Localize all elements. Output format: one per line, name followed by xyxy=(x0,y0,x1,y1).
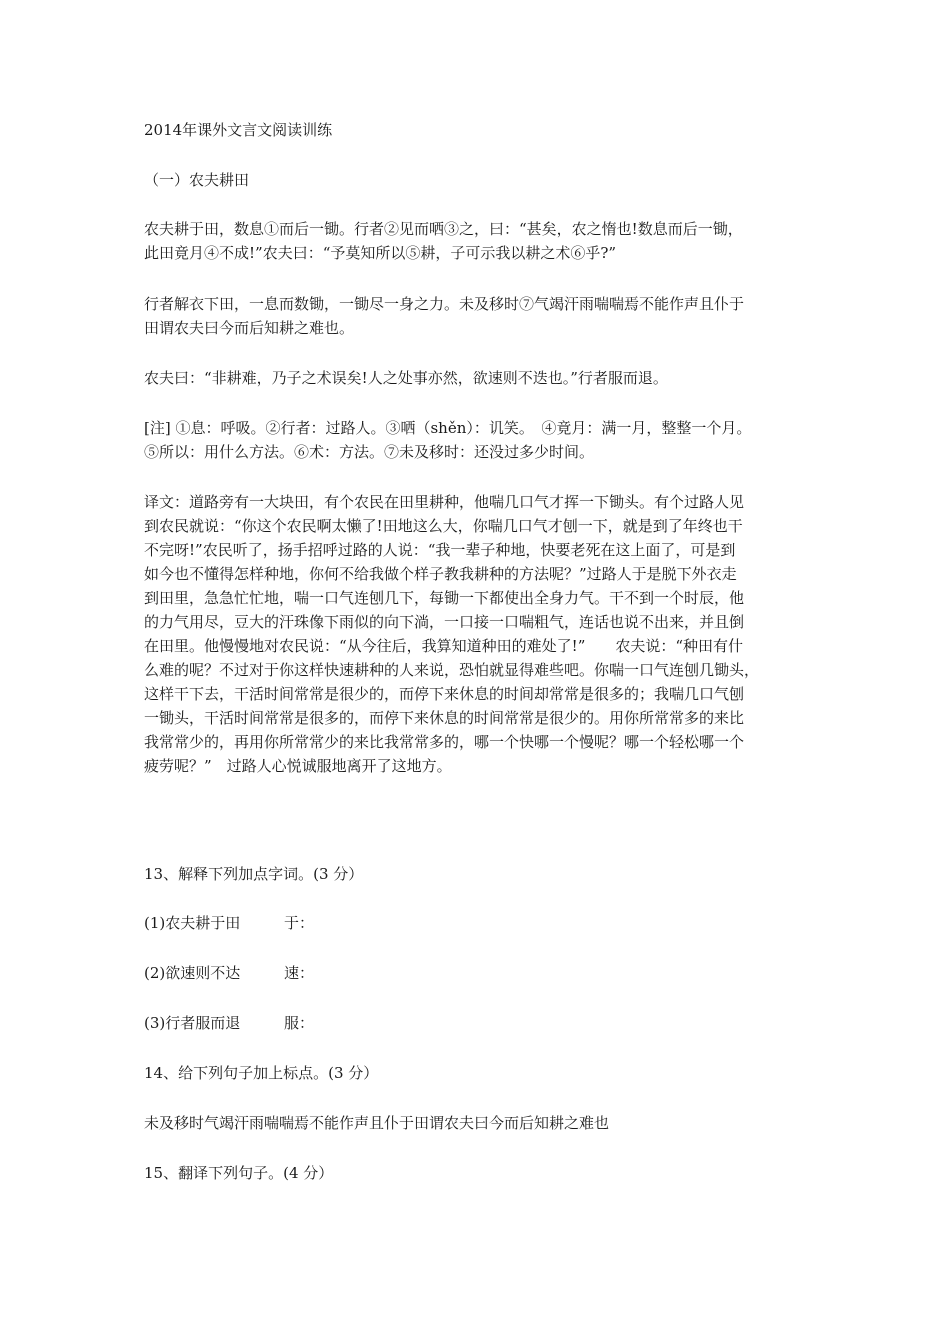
item-word: 服： xyxy=(284,1014,315,1032)
item-word: 于： xyxy=(284,914,315,932)
question-14-heading: 14、给下列句子加上标点。(3 分） xyxy=(144,1064,379,1082)
translation-paragraph xyxy=(144,490,808,778)
translation-line: 疲劳呢？” 过路人心悦诚服地离开了这地方。 xyxy=(144,757,452,775)
notes-line: [注] ①息：呼吸。②行者：过路人。③哂（shěn）：讥笑。 ④竟月：满一月，整整一个月。 xyxy=(144,419,752,437)
translation-line: 到农民就说：“你这个农民啊太懒了!田地这么大，你喘几口气才刨一下，就是到了年终也干 xyxy=(144,517,743,535)
passage-line: 行者解衣下田，一息而数锄，一锄尽一身之力。未及移时⑦气竭汗雨喘喘焉不能作声且仆于 xyxy=(144,295,745,313)
section-title: （一）农夫耕田 xyxy=(144,171,250,189)
question-14-text: 未及移时气竭汗雨喘喘焉不能作声且仆于田谓农夫曰今而后知耕之难也 xyxy=(144,1114,610,1132)
document-title: 2014年课外文言文阅读训练 xyxy=(144,121,333,139)
passage-line: 田谓农夫曰今而后知耕之难也。 xyxy=(144,319,355,337)
question-15-heading: 15、翻译下列句子。(4 分） xyxy=(144,1164,334,1182)
item-word: 速： xyxy=(284,964,315,982)
passage-line: 农夫耕于田，数息①而后一锄。行者②见而哂③之，曰：“甚矣，农之惰也!数息而后一锄， xyxy=(144,220,743,238)
question-13-item-3 xyxy=(144,1011,808,1035)
translation-line: 的力气用尽，豆大的汗珠像下雨似的向下淌，一口接一口喘粗气，连话也说不出来，并且倒 xyxy=(144,613,745,631)
item-phrase: (2)欲速则不达 xyxy=(144,964,241,982)
notes xyxy=(144,416,808,464)
translation-line: 在田里。他慢慢地对农民说：“从今往后，我算知道种田的难处了!” 农夫说：“种田有什 xyxy=(144,637,744,655)
item-phrase: (1)农夫耕于田 xyxy=(144,914,241,932)
passage-line: 此田竟月④不成!”农夫曰：“予莫知所以⑤耕，子可示我以耕之术⑥乎?” xyxy=(144,244,617,262)
notes-line: ⑤所以：用什么方法。⑥术：方法。⑦未及移时：还没过多少时间。 xyxy=(144,443,595,461)
translation-line: 我常常少的，再用你所常常少的来比我常常多的，哪一个快哪一个慢呢？哪一个轻松哪一个 xyxy=(144,733,745,751)
translation-line: 一锄头，干活时间常常是很多的，而停下来休息的时间常常是很少的。用你所常常多的来比 xyxy=(144,709,745,727)
translation-line: 如今也不懂得怎样种地，你何不给我做个样子教我耕种的方法呢？”过路人于是脱下外衣走 xyxy=(144,565,737,583)
passage-paragraph-3: 农夫曰：“非耕难，乃子之术误矣!人之处事亦然，欲速则不迭也。”行者服而退。 xyxy=(144,369,668,387)
item-phrase: (3)行者服而退 xyxy=(144,1014,241,1032)
translation-line: 到田里，急急忙忙地，喘一口气连刨几下，每锄一下都使出全身力气。干不到一个时辰，他 xyxy=(144,589,745,607)
passage-paragraph-2 xyxy=(144,292,808,340)
translation-line: 么难的呢？不过对于你这样快速耕种的人来说，恐怕就显得难些吧。你喘一口气连刨几锄头， xyxy=(144,661,760,679)
translation-line: 不完呀!”农民听了，扬手招呼过路的人说：“我一辈子种地，快要老死在这上面了，可是到 xyxy=(144,541,736,559)
question-13-item-2 xyxy=(144,961,808,985)
translation-line: 译文：道路旁有一大块田，有个农民在田里耕种，他喘几口气才挥一下锄头。有个过路人见 xyxy=(144,493,745,511)
passage-paragraph-1 xyxy=(144,217,808,265)
question-13-heading: 13、解释下列加点字词。(3 分） xyxy=(144,865,364,883)
translation-line: 这样干下去，干活时间常常是很少的，而停下来休息的时间却常常是很多的；我喘几口气刨 xyxy=(144,685,745,703)
question-13-item-1 xyxy=(144,911,808,935)
